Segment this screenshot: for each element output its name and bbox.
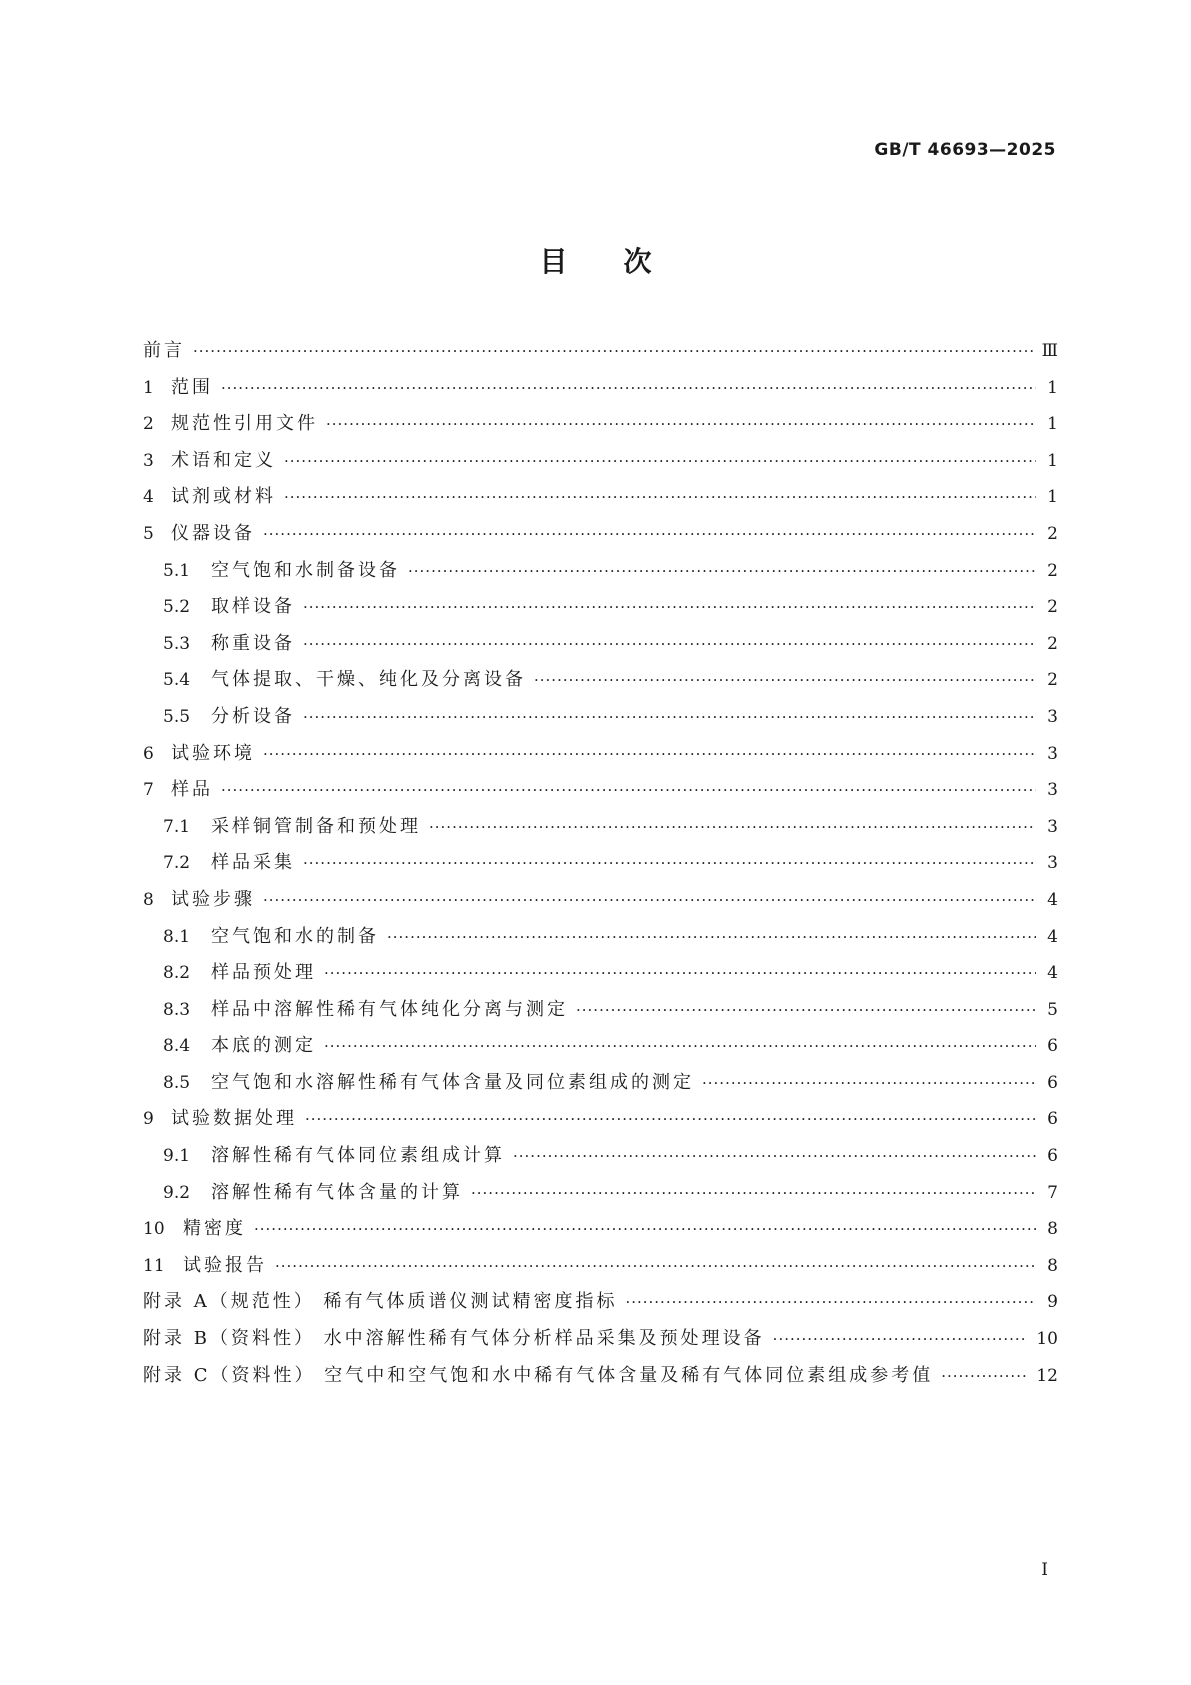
toc-entry[interactable]	[143, 739, 1058, 776]
toc-entry-page: 4	[1047, 926, 1058, 947]
toc-entry-number: 4	[143, 487, 154, 508]
toc-entry-label: 附录 A（规范性） 稀有气体质谱仪测试精密度指标	[143, 1291, 618, 1313]
toc-entry[interactable]	[143, 1141, 1058, 1178]
toc-dot-leader	[513, 1147, 1036, 1165]
toc-entry-label: 试剂或材料	[171, 486, 276, 508]
toc-dot-leader	[221, 781, 1036, 799]
toc-entry-number: 8.3	[163, 999, 191, 1020]
toc-entry-label: 空气饱和水制备设备	[211, 559, 400, 581]
toc-entry-page: 6	[1047, 1109, 1058, 1130]
toc-entry-number: 8.2	[163, 963, 191, 984]
toc-entry-label: 试验报告	[183, 1254, 267, 1276]
toc-entry-label: 样品中溶解性稀有气体纯化分离与测定	[211, 998, 568, 1020]
toc-entry-number: 3	[143, 450, 154, 471]
toc-entry[interactable]	[143, 336, 1058, 373]
toc-dot-leader	[324, 964, 1036, 982]
toc-entry[interactable]	[143, 995, 1058, 1032]
toc-dot-leader	[387, 928, 1036, 946]
toc-entry-number: 1	[143, 377, 154, 398]
toc-entry-number: 5.4	[163, 670, 191, 691]
toc-entry[interactable]	[143, 629, 1058, 666]
toc-entry[interactable]	[143, 1178, 1058, 1215]
toc-entry-label: 本底的测定	[211, 1035, 316, 1057]
toc-entry-label: 样品采集	[211, 852, 295, 874]
toc-dot-leader	[534, 671, 1036, 689]
toc-dot-leader	[305, 1110, 1036, 1128]
toc-entry[interactable]	[143, 922, 1058, 959]
toc-entry-page: 1	[1047, 414, 1058, 435]
toc-entry-page: 4	[1047, 963, 1058, 984]
toc-entry-page: 3	[1047, 780, 1058, 801]
toc-entry-page: 9	[1047, 1292, 1058, 1313]
toc-entry[interactable]	[143, 1214, 1058, 1251]
toc-entry-page: 12	[1036, 1365, 1058, 1386]
toc-entry-label: 范围	[171, 376, 213, 398]
toc-entry-page: 2	[1047, 560, 1058, 581]
table-of-contents	[143, 336, 1058, 1397]
toc-dot-leader	[408, 562, 1036, 580]
toc-entry-number: 5.3	[163, 633, 191, 654]
toc-entry-page: 2	[1047, 633, 1058, 654]
toc-entry-number: 2	[143, 414, 154, 435]
toc-entry-label: 分析设备	[211, 705, 295, 727]
toc-entry-number: 8.1	[163, 926, 191, 947]
toc-dot-leader	[263, 745, 1036, 763]
toc-entry-number: 5.2	[163, 597, 191, 618]
toc-entry[interactable]	[143, 1031, 1058, 1068]
toc-entry[interactable]	[143, 1104, 1058, 1141]
toc-entry-number: 9.1	[163, 1146, 191, 1167]
toc-entry[interactable]	[143, 1361, 1058, 1398]
toc-dot-leader	[471, 1184, 1036, 1202]
toc-dot-leader	[303, 708, 1036, 726]
toc-entry-number: 8	[143, 889, 154, 910]
toc-entry-label: 附录 B（资料性） 水中溶解性稀有气体分析样品采集及预处理设备	[143, 1328, 765, 1350]
toc-entry[interactable]	[143, 482, 1058, 519]
toc-dot-leader	[193, 342, 1034, 360]
toc-entry-label: 溶解性稀有气体同位素组成计算	[211, 1145, 505, 1167]
toc-entry-number: 9	[143, 1109, 154, 1130]
toc-dot-leader	[326, 415, 1036, 433]
toc-entry-number: 8.4	[163, 1036, 191, 1057]
toc-dot-leader	[303, 854, 1036, 872]
toc-dot-leader	[429, 818, 1036, 836]
standard-code: GB/T 46693—2025	[874, 140, 1056, 160]
page-title: 目次	[539, 245, 708, 278]
toc-entry[interactable]	[143, 519, 1058, 556]
toc-dot-leader	[284, 488, 1036, 506]
toc-entry[interactable]	[143, 1287, 1058, 1324]
toc-dot-leader	[221, 379, 1036, 397]
toc-entry-page: 1	[1047, 377, 1058, 398]
toc-entry[interactable]	[143, 775, 1058, 812]
toc-entry-number: 6	[143, 743, 154, 764]
toc-entry-label: 规范性引用文件	[171, 413, 318, 435]
toc-entry-label: 取样设备	[211, 596, 295, 618]
toc-entry-number: 9.2	[163, 1182, 191, 1203]
toc-entry-label: 称重设备	[211, 632, 295, 654]
toc-entry-page: 8	[1047, 1219, 1058, 1240]
toc-dot-leader	[702, 1074, 1036, 1092]
toc-entry-number: 5.1	[163, 560, 191, 581]
toc-entry-page: Ⅲ	[1041, 341, 1058, 361]
toc-dot-leader	[576, 1001, 1036, 1019]
toc-entry-label: 试验步骤	[171, 888, 255, 910]
toc-entry-page: 1	[1047, 487, 1058, 508]
toc-entry-number: 7.2	[163, 853, 191, 874]
toc-dot-leader	[263, 891, 1036, 909]
toc-entry-number: 5	[143, 523, 154, 544]
toc-dot-leader	[324, 1037, 1036, 1055]
toc-entry-label: 采样铜管制备和预处理	[211, 815, 421, 837]
toc-entry[interactable]	[143, 1251, 1058, 1288]
toc-entry-label: 精密度	[183, 1218, 246, 1240]
toc-entry-page: 2	[1047, 523, 1058, 544]
toc-entry-label: 气体提取、干燥、纯化及分离设备	[211, 669, 526, 691]
page-number: I	[1041, 1560, 1048, 1580]
toc-entry-label: 试验数据处理	[171, 1108, 297, 1130]
toc-entry[interactable]	[143, 556, 1058, 593]
toc-entry[interactable]	[143, 812, 1058, 849]
toc-entry[interactable]	[143, 848, 1058, 885]
toc-entry-page: 5	[1047, 999, 1058, 1020]
toc-entry-label: 溶解性稀有气体含量的计算	[211, 1181, 463, 1203]
toc-entry-page: 3	[1047, 743, 1058, 764]
toc-entry-number: 7	[143, 780, 154, 801]
toc-entry-page: 10	[1036, 1329, 1058, 1350]
toc-entry-page: 3	[1047, 816, 1058, 837]
toc-entry-label: 样品	[171, 779, 213, 801]
toc-dot-leader	[303, 635, 1036, 653]
toc-entry-number: 7.1	[163, 816, 191, 837]
toc-entry-page: 4	[1047, 889, 1058, 910]
toc-entry-number: 8.5	[163, 1072, 191, 1093]
toc-entry-number: 10	[143, 1219, 165, 1240]
toc-entry[interactable]	[143, 665, 1058, 702]
toc-entry-page: 2	[1047, 670, 1058, 691]
toc-entry[interactable]	[143, 885, 1058, 922]
toc-entry-page: 8	[1047, 1255, 1058, 1276]
toc-entry-number: 11	[143, 1255, 165, 1276]
toc-entry-label: 样品预处理	[211, 962, 316, 984]
toc-entry[interactable]	[143, 373, 1058, 410]
toc-entry-page: 6	[1047, 1036, 1058, 1057]
toc-entry-page: 1	[1047, 450, 1058, 471]
toc-entry[interactable]	[143, 958, 1058, 995]
toc-entry[interactable]	[143, 446, 1058, 483]
toc-dot-leader	[773, 1330, 1029, 1348]
toc-entry-label: 前言	[143, 340, 185, 361]
toc-entry-page: 3	[1047, 853, 1058, 874]
toc-entry-number: 5.5	[163, 706, 191, 727]
toc-dot-leader	[941, 1367, 1028, 1385]
toc-entry-label: 空气饱和水的制备	[211, 925, 379, 947]
toc-dot-leader	[284, 452, 1036, 470]
toc-entry-page: 6	[1047, 1072, 1058, 1093]
toc-entry-page: 2	[1047, 597, 1058, 618]
toc-dot-leader	[263, 525, 1036, 543]
toc-entry-label: 术语和定义	[171, 449, 276, 471]
toc-entry-label: 附录 C（资料性） 空气中和空气饱和水中稀有气体含量及稀有气体同位素组成参考值	[143, 1364, 934, 1386]
toc-entry-page: 6	[1047, 1146, 1058, 1167]
toc-dot-leader	[254, 1220, 1036, 1238]
toc-dot-leader	[275, 1257, 1036, 1275]
toc-entry-page: 7	[1047, 1182, 1058, 1203]
toc-entry-page: 3	[1047, 706, 1058, 727]
toc-entry-label: 试验环境	[171, 742, 255, 764]
toc-entry[interactable]	[143, 1324, 1058, 1361]
toc-entry[interactable]	[143, 702, 1058, 739]
toc-dot-leader	[625, 1293, 1036, 1311]
toc-entry[interactable]	[143, 409, 1058, 446]
toc-entry-label: 仪器设备	[171, 522, 255, 544]
toc-entry[interactable]	[143, 592, 1058, 629]
toc-entry[interactable]	[143, 1068, 1058, 1105]
toc-entry-label: 空气饱和水溶解性稀有气体含量及同位素组成的测定	[211, 1071, 694, 1093]
toc-dot-leader	[303, 598, 1036, 616]
